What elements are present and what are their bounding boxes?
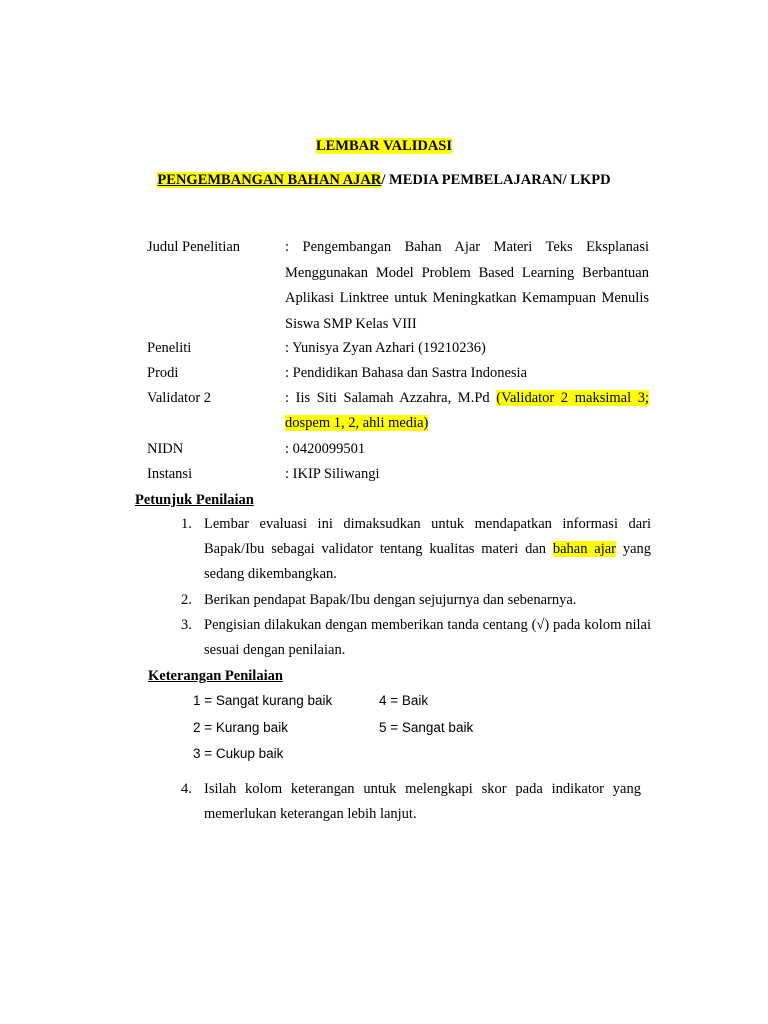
- instansi-label: Instansi: [147, 466, 193, 482]
- petunjuk-heading: Petunjuk Penilaian: [135, 492, 254, 508]
- list-number: 3.: [181, 617, 192, 633]
- score-3: 3 = Cukup baik: [193, 746, 284, 761]
- nidn-label: NIDN: [147, 441, 184, 457]
- prodi-value: : Pendidikan Bahasa dan Sastra Indonesia: [285, 365, 528, 381]
- judul-label: Judul Penelitian: [147, 239, 241, 255]
- list-text: Pengisian dilakukan dengan memberikan tanda centang (√) pada kolom nilai sesuai dengan penilaian.: [204, 617, 651, 658]
- subtitle-rest: / MEDIA PEMBELAJARAN/ LKPD: [381, 172, 611, 188]
- validator-name: : Iis Siti Salamah Azzahra, M.Pd: [285, 390, 497, 406]
- prodi-label: Prodi: [147, 365, 179, 381]
- validator-note: (Validator 2 maksimal 3; dospem 1, 2, ahli media): [285, 390, 650, 431]
- peneliti-value: : Yunisya Zyan Azhari (19210236): [285, 340, 486, 356]
- validator-label: Validator 2: [147, 390, 212, 406]
- item1-tail: yang sedang dikembangkan.: [204, 541, 652, 582]
- title-main: LEMBAR VALIDASI: [315, 138, 453, 154]
- nidn-value: : 0420099501: [285, 441, 366, 457]
- peneliti-label: Peneliti: [147, 340, 192, 356]
- score-2: 2 = Kurang baik: [193, 720, 288, 735]
- list-number: 4.: [181, 781, 192, 797]
- document-subtitle: [0, 172, 768, 189]
- instansi-value: : IKIP Siliwangi: [285, 466, 380, 482]
- judul-value: : Pengembangan Bahan Ajar Materi Teks Eksplanasi Menggunakan Model Problem Based Learning Berbantuan Aplikasi Linktree untuk Meningkatkan Kemampuan Menulis Siswa SMP Kelas VIII: [285, 239, 649, 332]
- score-1: 1 = Sangat kurang baik: [193, 693, 333, 708]
- score-4: 4 = Baik: [379, 693, 429, 708]
- validator-value: [285, 386, 649, 436]
- item1-text: Lembar evaluasi ini dimaksudkan untuk mendapatkan informasi dari Bapak/Ibu sebagai validator tentang kualitas materi dan: [204, 516, 651, 557]
- list-text: [204, 512, 651, 587]
- score-5: 5 = Sangat baik: [379, 720, 474, 735]
- list-text: Berikan pendapat Bapak/Ibu dengan sejujurnya dan sebenarnya.: [204, 592, 577, 608]
- subtitle-highlighted: PENGEMBANGAN BAHAN AJAR: [157, 172, 382, 188]
- list-number: 1.: [181, 516, 192, 532]
- item1-highlight: bahan ajar: [552, 541, 617, 557]
- keterangan-heading: Keterangan Penilaian: [148, 668, 283, 684]
- list-text: Isilah kolom keterangan untuk melengkapi skor pada indikator yang memerlukan keterangan lebih lanjut.: [204, 781, 641, 822]
- document-title: [0, 138, 768, 155]
- list-number: 2.: [181, 592, 192, 608]
